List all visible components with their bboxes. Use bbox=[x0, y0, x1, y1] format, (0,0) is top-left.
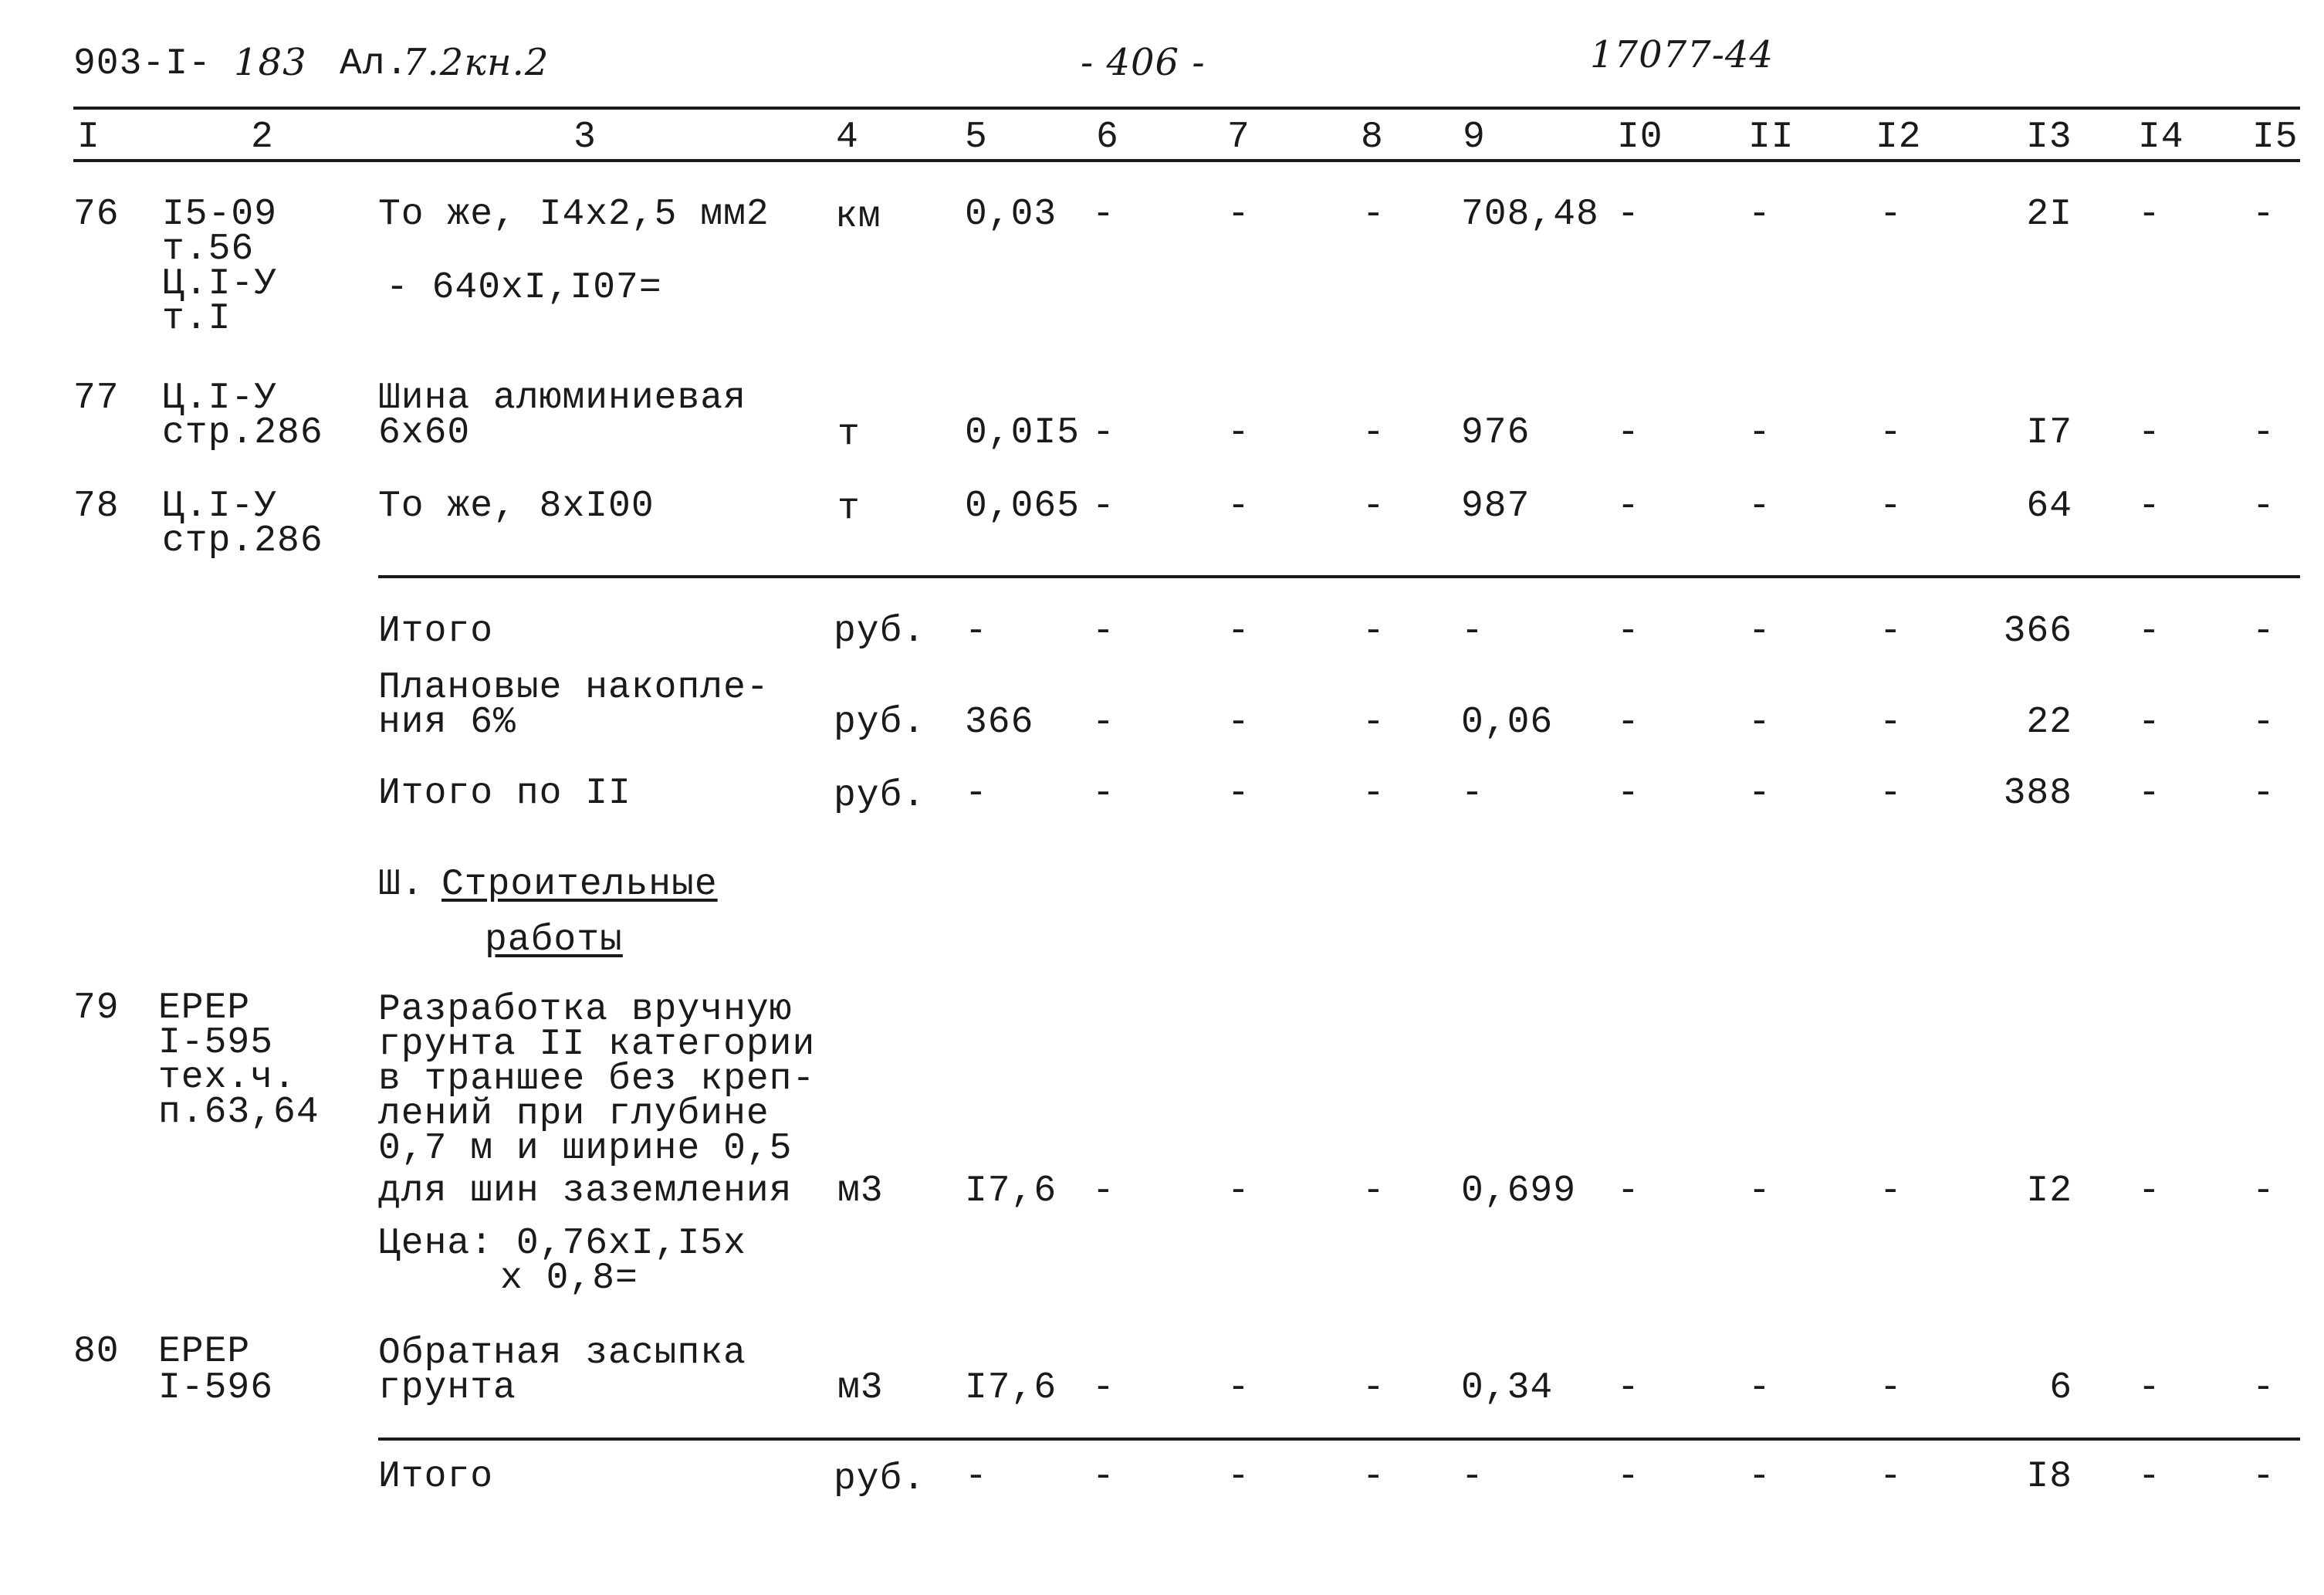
row-cell-11: - bbox=[1748, 773, 1771, 814]
row-cell-11: - bbox=[1748, 486, 1771, 527]
row-cell-12: - bbox=[1879, 194, 1903, 235]
row-cell-7: - bbox=[1227, 412, 1250, 454]
row-cell-15: - bbox=[2252, 412, 2275, 454]
price-formula: x 0,8= bbox=[500, 1258, 638, 1299]
row-number: 79 bbox=[73, 987, 120, 1029]
row-description: То же, 8xI00 bbox=[378, 486, 655, 527]
row-description: Итого bbox=[378, 1456, 494, 1498]
row-cell-6: - bbox=[1092, 194, 1115, 235]
row-total-cost: 388 bbox=[2003, 773, 2072, 814]
row-reference: Ц.I-У bbox=[162, 263, 278, 305]
row-unit: м3 bbox=[837, 1367, 884, 1409]
row-cell-8: - bbox=[1362, 1367, 1385, 1409]
row-number: 78 bbox=[73, 486, 120, 527]
row-reference: I-595 bbox=[158, 1022, 274, 1064]
row-description: Итого по II bbox=[378, 773, 631, 814]
row-cell-12: - bbox=[1879, 1367, 1903, 1409]
row-cell-10: - bbox=[1617, 1367, 1640, 1409]
row-cell-15: - bbox=[2252, 194, 2275, 235]
section-title-continued: работы bbox=[485, 919, 623, 961]
row-reference: I-596 bbox=[158, 1367, 274, 1409]
row-cell-7: - bbox=[1227, 611, 1250, 652]
row-cell-15: - bbox=[2252, 702, 2275, 743]
row-reference: ЕРЕР bbox=[158, 987, 251, 1029]
row-cell-8: - bbox=[1362, 611, 1385, 652]
row-unit: т bbox=[837, 414, 861, 455]
row-cell-8: - bbox=[1362, 773, 1385, 814]
row-unit-price: 0,699 bbox=[1461, 1170, 1577, 1212]
row-cell-6: - bbox=[1092, 702, 1115, 743]
row-cell-14: - bbox=[2138, 486, 2161, 527]
row-cell-7: - bbox=[1227, 1367, 1250, 1409]
subtotal-rule-2 bbox=[378, 1438, 2300, 1441]
row-reference: тех.ч. bbox=[158, 1057, 296, 1099]
row-cell-8: - bbox=[1362, 1456, 1385, 1498]
row-unit: т bbox=[837, 488, 861, 530]
row-cell-10: - bbox=[1617, 412, 1640, 454]
row-quantity: 0,065 bbox=[965, 486, 1081, 527]
row-reference: т.56 bbox=[162, 229, 255, 270]
row-cell-10: - bbox=[1617, 1456, 1640, 1498]
header-code-prefix: 903-I- bbox=[73, 43, 211, 85]
row-cell-15: - bbox=[2252, 1367, 2275, 1409]
row-cell-14: - bbox=[2138, 611, 2161, 652]
row-cell-7: - bbox=[1227, 702, 1250, 743]
row-unit: руб. bbox=[834, 775, 926, 817]
header-top-rule bbox=[73, 107, 2300, 110]
row-cell-7: - bbox=[1227, 486, 1250, 527]
row-description: - 640xI,I07= bbox=[386, 267, 662, 309]
subtotal-rule bbox=[378, 575, 2300, 578]
row-description: Итого bbox=[378, 611, 494, 652]
row-cell-10: - bbox=[1617, 611, 1640, 652]
row-description: Плановые накопле- bbox=[378, 667, 770, 709]
row-quantity: - bbox=[965, 773, 988, 814]
row-unit-price: 708,48 bbox=[1461, 194, 1599, 235]
row-total-cost: I7 bbox=[2026, 412, 2072, 454]
row-unit-price: - bbox=[1461, 773, 1484, 814]
page-number: - 406 - bbox=[1081, 41, 1206, 84]
row-unit-price: 976 bbox=[1461, 412, 1531, 454]
row-cell-15: - bbox=[2252, 773, 2275, 814]
column-header-12: I2 bbox=[1876, 117, 1922, 158]
row-description: грунта II категории bbox=[378, 1024, 816, 1065]
row-cell-6: - bbox=[1092, 412, 1115, 454]
column-header-11: II bbox=[1748, 117, 1795, 158]
column-header-13: I3 bbox=[2026, 117, 2072, 158]
row-cell-10: - bbox=[1617, 194, 1640, 235]
row-cell-12: - bbox=[1879, 611, 1903, 652]
row-total-cost: 2I bbox=[2026, 194, 2072, 235]
row-cell-12: - bbox=[1879, 1170, 1903, 1212]
row-unit-price: - bbox=[1461, 1456, 1484, 1498]
row-cell-12: - bbox=[1879, 486, 1903, 527]
document-id: 17077-44 bbox=[1590, 33, 1774, 76]
row-description: 0,7 м и ширине 0,5 bbox=[378, 1128, 793, 1170]
column-header-15: I5 bbox=[2252, 117, 2299, 158]
row-description: Разработка вручную bbox=[378, 989, 793, 1031]
row-cell-6: - bbox=[1092, 486, 1115, 527]
row-cell-7: - bbox=[1227, 194, 1250, 235]
row-cell-11: - bbox=[1748, 1170, 1771, 1212]
row-quantity: - bbox=[965, 1456, 988, 1498]
row-cell-7: - bbox=[1227, 1170, 1250, 1212]
row-cell-14: - bbox=[2138, 194, 2161, 235]
row-reference: Ц.I-У bbox=[162, 378, 278, 419]
row-number: 77 bbox=[73, 378, 120, 419]
row-unit-price: 0,34 bbox=[1461, 1367, 1554, 1409]
header-album-prefix: Ал. bbox=[340, 43, 409, 85]
row-cell-12: - bbox=[1879, 1456, 1903, 1498]
row-cell-11: - bbox=[1748, 702, 1771, 743]
price-formula: Цена: 0,76xI,I5x bbox=[378, 1223, 746, 1265]
row-total-cost: 6 bbox=[2049, 1367, 2072, 1409]
column-header-1: I bbox=[77, 117, 100, 158]
row-cell-14: - bbox=[2138, 702, 2161, 743]
row-unit-price: 0,06 bbox=[1461, 702, 1554, 743]
row-total-cost: I2 bbox=[2026, 1170, 2072, 1212]
row-cell-8: - bbox=[1362, 412, 1385, 454]
row-reference: т.I bbox=[162, 298, 232, 340]
row-quantity: 366 bbox=[965, 702, 1034, 743]
row-unit-price: - bbox=[1461, 611, 1484, 652]
row-cell-14: - bbox=[2138, 412, 2161, 454]
column-header-14: I4 bbox=[2138, 117, 2184, 158]
column-header-8: 8 bbox=[1361, 117, 1384, 158]
header-code-number: 183 bbox=[234, 41, 307, 84]
row-cell-10: - bbox=[1617, 1170, 1640, 1212]
column-header-7: 7 bbox=[1227, 117, 1250, 158]
row-cell-8: - bbox=[1362, 702, 1385, 743]
column-header-9: 9 bbox=[1463, 117, 1486, 158]
row-cell-15: - bbox=[2252, 486, 2275, 527]
row-cell-14: - bbox=[2138, 1170, 2161, 1212]
row-reference: стр.286 bbox=[162, 412, 323, 454]
row-description: 6x60 bbox=[378, 412, 471, 454]
section-title: Строительные bbox=[441, 864, 718, 906]
row-total-cost: 22 bbox=[2026, 702, 2072, 743]
row-unit: руб. bbox=[834, 702, 926, 743]
row-quantity: 0,03 bbox=[965, 194, 1057, 235]
row-description: грунта bbox=[378, 1367, 516, 1409]
row-quantity: I7,6 bbox=[965, 1367, 1057, 1409]
row-description: для шин заземления bbox=[378, 1170, 793, 1212]
row-total-cost: 64 bbox=[2026, 486, 2072, 527]
row-cell-8: - bbox=[1362, 486, 1385, 527]
row-cell-15: - bbox=[2252, 1170, 2275, 1212]
row-cell-10: - bbox=[1617, 773, 1640, 814]
row-cell-6: - bbox=[1092, 1367, 1115, 1409]
row-unit: руб. bbox=[834, 611, 926, 652]
row-reference: Ц.I-У bbox=[162, 486, 278, 527]
row-reference: п.63,64 bbox=[158, 1092, 320, 1133]
row-unit: руб. bbox=[834, 1458, 926, 1500]
column-header-4: 4 bbox=[836, 117, 859, 158]
row-cell-14: - bbox=[2138, 1456, 2161, 1498]
row-cell-14: - bbox=[2138, 773, 2161, 814]
row-cell-15: - bbox=[2252, 611, 2275, 652]
row-cell-7: - bbox=[1227, 773, 1250, 814]
header-bottom-rule bbox=[73, 159, 2300, 162]
row-cell-6: - bbox=[1092, 1456, 1115, 1498]
row-description: ния 6% bbox=[378, 702, 516, 743]
row-cell-15: - bbox=[2252, 1456, 2275, 1498]
row-reference: ЕРЕР bbox=[158, 1331, 251, 1373]
row-cell-11: - bbox=[1748, 412, 1771, 454]
row-cell-11: - bbox=[1748, 1456, 1771, 1498]
row-quantity: - bbox=[965, 611, 988, 652]
header-album-number: 7.2кн.2 bbox=[403, 41, 550, 84]
row-cell-11: - bbox=[1748, 1367, 1771, 1409]
row-description: То же, I4x2,5 мм2 bbox=[378, 194, 770, 235]
row-cell-11: - bbox=[1748, 611, 1771, 652]
row-unit: км bbox=[835, 196, 881, 238]
row-quantity: I7,6 bbox=[965, 1170, 1057, 1212]
row-reference: I5-09 bbox=[162, 194, 278, 235]
section-number: Ш. bbox=[378, 864, 425, 906]
row-cell-6: - bbox=[1092, 773, 1115, 814]
row-description: лений при глубине bbox=[378, 1093, 770, 1135]
row-unit: м3 bbox=[837, 1170, 884, 1212]
row-unit-price: 987 bbox=[1461, 486, 1531, 527]
row-description: Шина алюминиевая bbox=[378, 378, 746, 419]
row-cell-10: - bbox=[1617, 702, 1640, 743]
row-cell-6: - bbox=[1092, 611, 1115, 652]
row-description: Обратная засыпка bbox=[378, 1333, 746, 1374]
row-cell-14: - bbox=[2138, 1367, 2161, 1409]
row-cell-12: - bbox=[1879, 773, 1903, 814]
column-header-10: I0 bbox=[1617, 117, 1663, 158]
row-reference: стр.286 bbox=[162, 520, 323, 562]
row-number: 76 bbox=[73, 194, 120, 235]
row-cell-8: - bbox=[1362, 1170, 1385, 1212]
row-total-cost: I8 bbox=[2026, 1456, 2072, 1498]
column-header-6: 6 bbox=[1096, 117, 1119, 158]
column-header-2: 2 bbox=[251, 117, 274, 158]
column-header-5: 5 bbox=[965, 117, 988, 158]
row-number: 80 bbox=[73, 1331, 120, 1373]
row-total-cost: 366 bbox=[2003, 611, 2072, 652]
row-cell-11: - bbox=[1748, 194, 1771, 235]
row-quantity: 0,0I5 bbox=[965, 412, 1081, 454]
row-cell-10: - bbox=[1617, 486, 1640, 527]
row-cell-7: - bbox=[1227, 1456, 1250, 1498]
row-cell-6: - bbox=[1092, 1170, 1115, 1212]
row-description: в траншее без креп- bbox=[378, 1058, 816, 1100]
column-header-3: 3 bbox=[573, 117, 597, 158]
row-cell-8: - bbox=[1362, 194, 1385, 235]
row-cell-12: - bbox=[1879, 412, 1903, 454]
row-cell-12: - bbox=[1879, 702, 1903, 743]
